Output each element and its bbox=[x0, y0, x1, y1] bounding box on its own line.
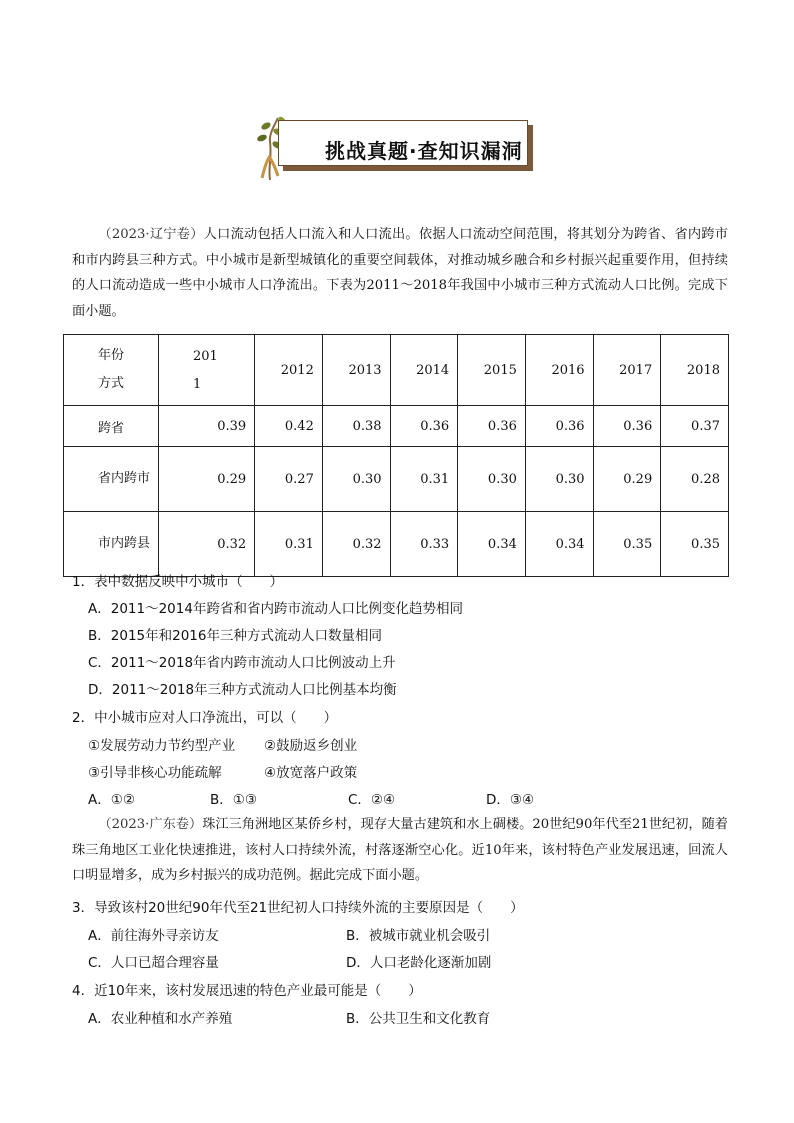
row-label: 跨省 bbox=[64, 406, 159, 447]
question-2-option-a[interactable]: A．①② bbox=[88, 792, 135, 808]
question-2-option-d[interactable]: D．③④ bbox=[486, 792, 535, 808]
question-3-option-b[interactable]: B．被城市就业机会吸引 bbox=[346, 928, 491, 944]
table-corner-cell bbox=[64, 335, 159, 406]
table-cell: 0.31 bbox=[255, 512, 323, 577]
passage-1-source: （2023·辽宁卷） bbox=[98, 227, 204, 242]
table-cell: 0.35 bbox=[661, 512, 729, 577]
year-cell: 2017 bbox=[593, 335, 661, 406]
header-mode-label: 方式 bbox=[98, 376, 125, 391]
table-cell: 0.31 bbox=[390, 447, 458, 512]
question-4-option-a[interactable]: A．农业种植和水产养殖 bbox=[88, 1011, 233, 1027]
question-3-option-c[interactable]: C．人口已超合理容量 bbox=[88, 955, 219, 971]
question-2-item-2: ②鼓励返乡创业 bbox=[264, 738, 358, 754]
table-cell: 0.36 bbox=[390, 406, 458, 447]
header-year-label: 年份 bbox=[98, 348, 125, 363]
section-banner bbox=[248, 112, 538, 182]
migration-table bbox=[63, 334, 729, 577]
question-2-stem: 2．中小城市应对人口净流出，可以（ ） bbox=[72, 710, 338, 726]
table-cell: 0.32 bbox=[159, 512, 255, 577]
table-cell: 0.39 bbox=[159, 406, 255, 447]
year-cell: 2013 bbox=[322, 335, 390, 406]
row-label bbox=[64, 512, 159, 577]
question-1-option-d[interactable]: D．2011～2018年三种方式流动人口比例基本均衡 bbox=[88, 682, 397, 698]
year-cell: 2014 bbox=[390, 335, 458, 406]
table-cell: 0.29 bbox=[159, 447, 255, 512]
question-1-option-a[interactable]: A．2011～2014年跨省和省内跨市流动人口比例变化趋势相同 bbox=[88, 601, 463, 617]
table-cell: 0.36 bbox=[593, 406, 661, 447]
table-cell: 0.32 bbox=[322, 512, 390, 577]
table-cell: 0.36 bbox=[458, 406, 526, 447]
row-label-text: 市内跨县 bbox=[98, 536, 151, 551]
table-row bbox=[64, 447, 729, 512]
question-3-option-d[interactable]: D．人口老龄化逐渐加剧 bbox=[346, 955, 492, 971]
row-label bbox=[64, 447, 159, 512]
passage-2 bbox=[72, 812, 728, 889]
banner-box bbox=[278, 120, 528, 166]
row-label-text: 省内跨市 bbox=[98, 471, 151, 486]
table-cell: 0.34 bbox=[525, 512, 593, 577]
question-1-option-b[interactable]: B．2015年和2016年三种方式流动人口数量相同 bbox=[88, 628, 382, 644]
question-2-item-4: ④放宽落户政策 bbox=[264, 765, 358, 781]
question-1-option-c[interactable]: C．2011～2018年省内跨市流动人口比例波动上升 bbox=[88, 655, 396, 671]
table-cell: 0.33 bbox=[390, 512, 458, 577]
question-2-item-1: ①发展劳动力节约型产业 bbox=[88, 738, 236, 754]
table-cell: 0.30 bbox=[322, 447, 390, 512]
table-header-row bbox=[64, 335, 729, 406]
question-4-option-b[interactable]: B．公共卫生和文化教育 bbox=[346, 1011, 491, 1027]
table-cell: 0.34 bbox=[458, 512, 526, 577]
question-2-option-b[interactable]: B．①③ bbox=[210, 792, 257, 808]
table-cell: 0.42 bbox=[255, 406, 323, 447]
table-cell: 0.35 bbox=[593, 512, 661, 577]
question-3-option-a[interactable]: A．前往海外寻亲访友 bbox=[88, 928, 219, 944]
table-row bbox=[64, 406, 729, 447]
question-3-stem: 3．导致该村20世纪90年代至21世纪初人口持续外流的主要原因是（ ） bbox=[72, 900, 524, 916]
table-cell: 0.37 bbox=[661, 406, 729, 447]
question-2-option-c[interactable]: C．②④ bbox=[348, 792, 396, 808]
year-cell: 2016 bbox=[525, 335, 593, 406]
table-cell: 0.30 bbox=[525, 447, 593, 512]
table-cell: 0.28 bbox=[661, 447, 729, 512]
question-4-stem: 4．近10年来，该村发展迅速的特色产业最可能是（ ） bbox=[72, 983, 422, 999]
year-cell: 201 1 bbox=[159, 335, 255, 406]
table-cell: 0.27 bbox=[255, 447, 323, 512]
table-cell: 0.38 bbox=[322, 406, 390, 447]
question-1-stem: 1．表中数据反映中小城市（ ） bbox=[72, 574, 284, 590]
passage-2-source: （2023·广东卷） bbox=[98, 817, 203, 832]
passage-1-text: 人口流动包括人口流入和人口流出。依据人口流动空间范围，将其划分为跨省、省内跨市和市内跨县三种方式。中小城市是新型城镇化的重要空间载体，对推动城乡融合和乡村振兴起重要作用，但持续的人口流动造成一些中小城市人口净流出。下表为2011～2018年我国中小城市三种方式流动人口比例。完成下面小题。 bbox=[72, 227, 728, 319]
passage-1 bbox=[72, 222, 728, 324]
question-2-item-3: ③引导非核心功能疏解 bbox=[88, 765, 222, 781]
banner-title: 挑战真题·查知识漏洞 bbox=[325, 139, 523, 163]
year-cell: 2012 bbox=[255, 335, 323, 406]
passage-2-text: 珠江三角洲地区某侨乡村，现存大量古建筑和水上碉楼。20世纪90年代至21世纪初，随着珠三角地区工业化快速推进，该村人口持续外流，村落逐渐空心化。近10年来，该村特色产业发展迅速，回流人口明显增多，成为乡村振兴的成功范例。据此完成下面小题。 bbox=[72, 817, 728, 883]
table-cell: 0.36 bbox=[525, 406, 593, 447]
table-cell: 0.29 bbox=[593, 447, 661, 512]
year-cell: 2015 bbox=[458, 335, 526, 406]
table-row bbox=[64, 512, 729, 577]
year-cell: 2018 bbox=[661, 335, 729, 406]
table-cell: 0.30 bbox=[458, 447, 526, 512]
